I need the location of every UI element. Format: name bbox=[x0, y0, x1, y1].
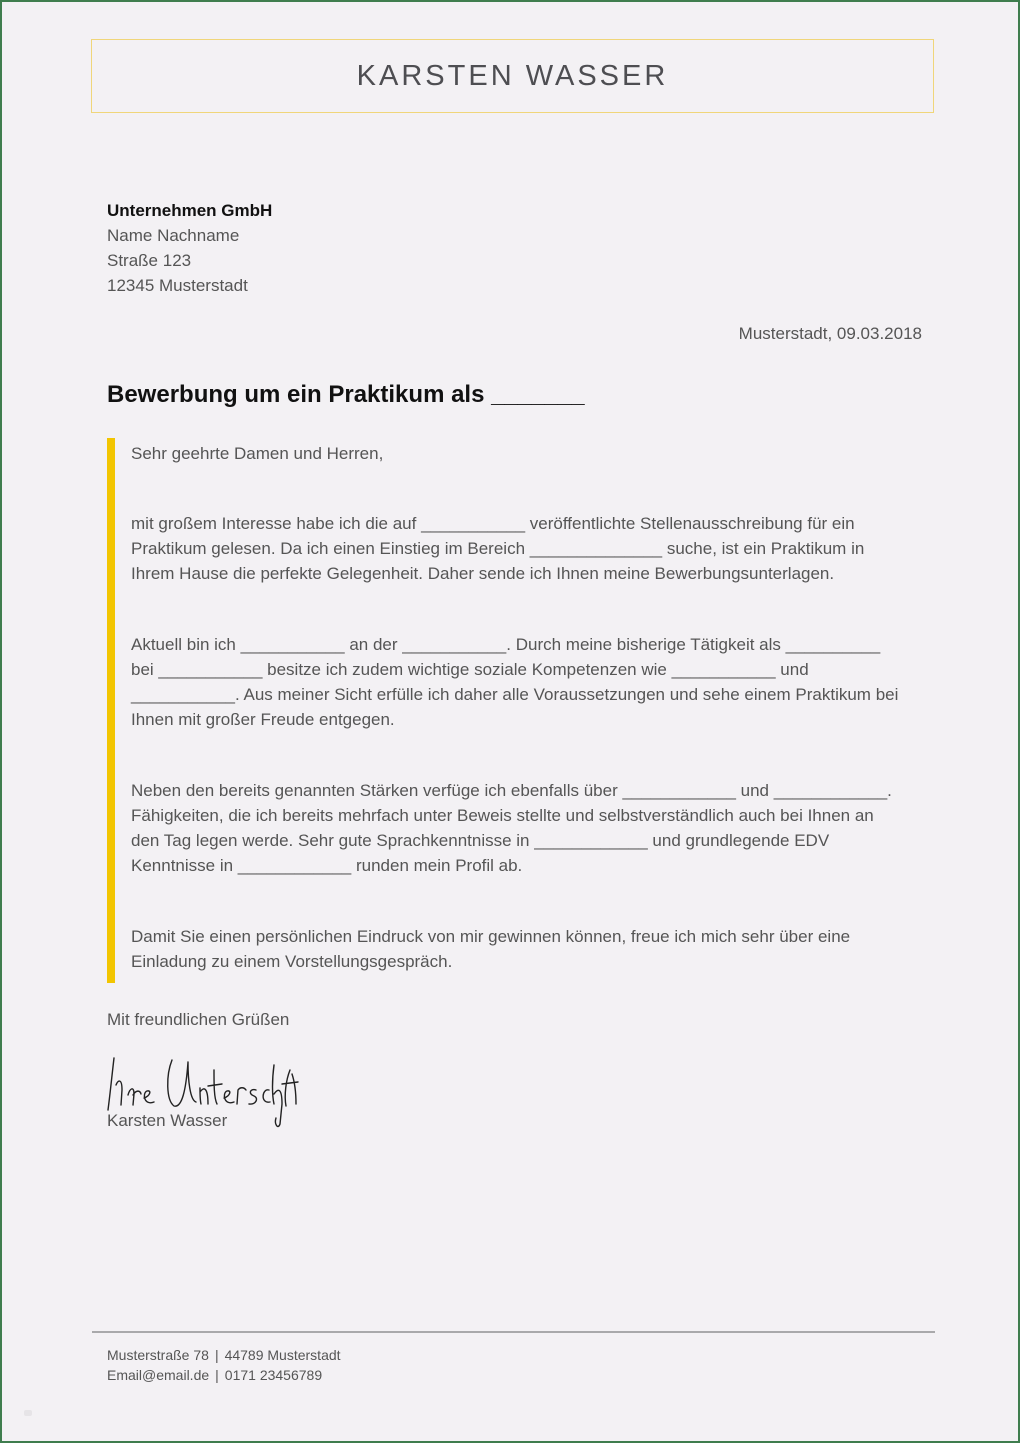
footer-phone: 0171 23456789 bbox=[224, 1367, 323, 1383]
watermark-mark bbox=[24, 1410, 32, 1416]
recipient-street: Straße 123 bbox=[107, 251, 192, 270]
footer-contact bbox=[107, 1345, 341, 1385]
salutation: Sehr geehrte Damen und Herren, bbox=[131, 444, 384, 463]
paragraph-line: Damit Sie einen persönlichen Eindruck von mir gewinnen können, freue ich mich sehr über eine bbox=[131, 927, 851, 946]
paragraph-current-status bbox=[131, 632, 931, 732]
letterhead-name-box bbox=[91, 39, 934, 113]
paragraph-strengths bbox=[131, 778, 931, 878]
paragraph-line: Neben den bereits genannten Stärken verfüge ich ebenfalls über ____________ und ____________. bbox=[131, 781, 892, 800]
paragraph-line: Einladung zu einem Vorstellungsgespräch. bbox=[131, 952, 453, 971]
footer-address-line bbox=[107, 1345, 341, 1365]
paragraph-line: mit großem Interesse habe ich die auf ___________ veröffentlichte Stellenausschreibung für ein bbox=[131, 514, 855, 533]
footer-contact-line bbox=[107, 1365, 341, 1385]
paragraph-line: Aktuell bin ich ___________ an der ___________. Durch meine bisherige Tätigkeit als __________ bbox=[131, 635, 881, 654]
paragraph-line: den Tag legen werde. Sehr gute Sprachkenntnisse in ____________ und grundlegende EDV bbox=[131, 831, 830, 850]
footer-divider bbox=[92, 1331, 935, 1333]
paragraph-line: Ihnen mit großer Freude entgegen. bbox=[131, 710, 395, 729]
paragraph-line: ___________. Aus meiner Sicht erfülle ich daher alle Voraussetzungen und sehe einem Praktikum bei bbox=[131, 685, 899, 704]
footer-email: Email@email.de bbox=[107, 1367, 210, 1383]
paragraph-line: Fähigkeiten, die ich bereits mehrfach unter Beweis stellte und selbstverständlich auch bei Ihnen an bbox=[131, 806, 874, 825]
letterhead-name: KARSTEN WASSER bbox=[356, 59, 669, 92]
paragraph-line: Praktikum gelesen. Da ich einen Einstieg im Bereich ______________ suche, ist ein Praktikum in bbox=[131, 539, 865, 558]
recipient-company: Unternehmen GmbH bbox=[107, 201, 273, 220]
signer-name: Karsten Wasser bbox=[107, 1111, 228, 1130]
paragraph-line: Kenntnisse in ____________ runden mein Profil ab. bbox=[131, 856, 523, 875]
recipient-address bbox=[107, 198, 272, 298]
footer-separator: | bbox=[215, 1367, 219, 1383]
closing-phrase: Mit freundlichen Grüßen bbox=[107, 1010, 290, 1029]
subject-line: Bewerbung um ein Praktikum als _______ bbox=[107, 381, 585, 408]
paragraph-line: bei ___________ besitze ich zudem wichtige soziale Kompetenzen wie ___________ und bbox=[131, 660, 809, 679]
paragraph-interest bbox=[131, 511, 931, 586]
footer-separator: | bbox=[214, 1347, 219, 1363]
paragraph-line: Ihrem Hause die perfekte Gelegenheit. Daher sende ich Ihnen meine Bewerbungsunterlagen. bbox=[131, 564, 835, 583]
accent-bar bbox=[107, 438, 115, 983]
paragraph-invitation bbox=[131, 924, 931, 974]
footer-street: Musterstraße 78 bbox=[107, 1347, 209, 1363]
footer-city: 44789 Musterstadt bbox=[224, 1347, 341, 1363]
date-line: Musterstadt, 09.03.2018 bbox=[738, 324, 922, 343]
recipient-contact: Name Nachname bbox=[107, 226, 240, 245]
recipient-city: 12345 Musterstadt bbox=[107, 276, 248, 295]
